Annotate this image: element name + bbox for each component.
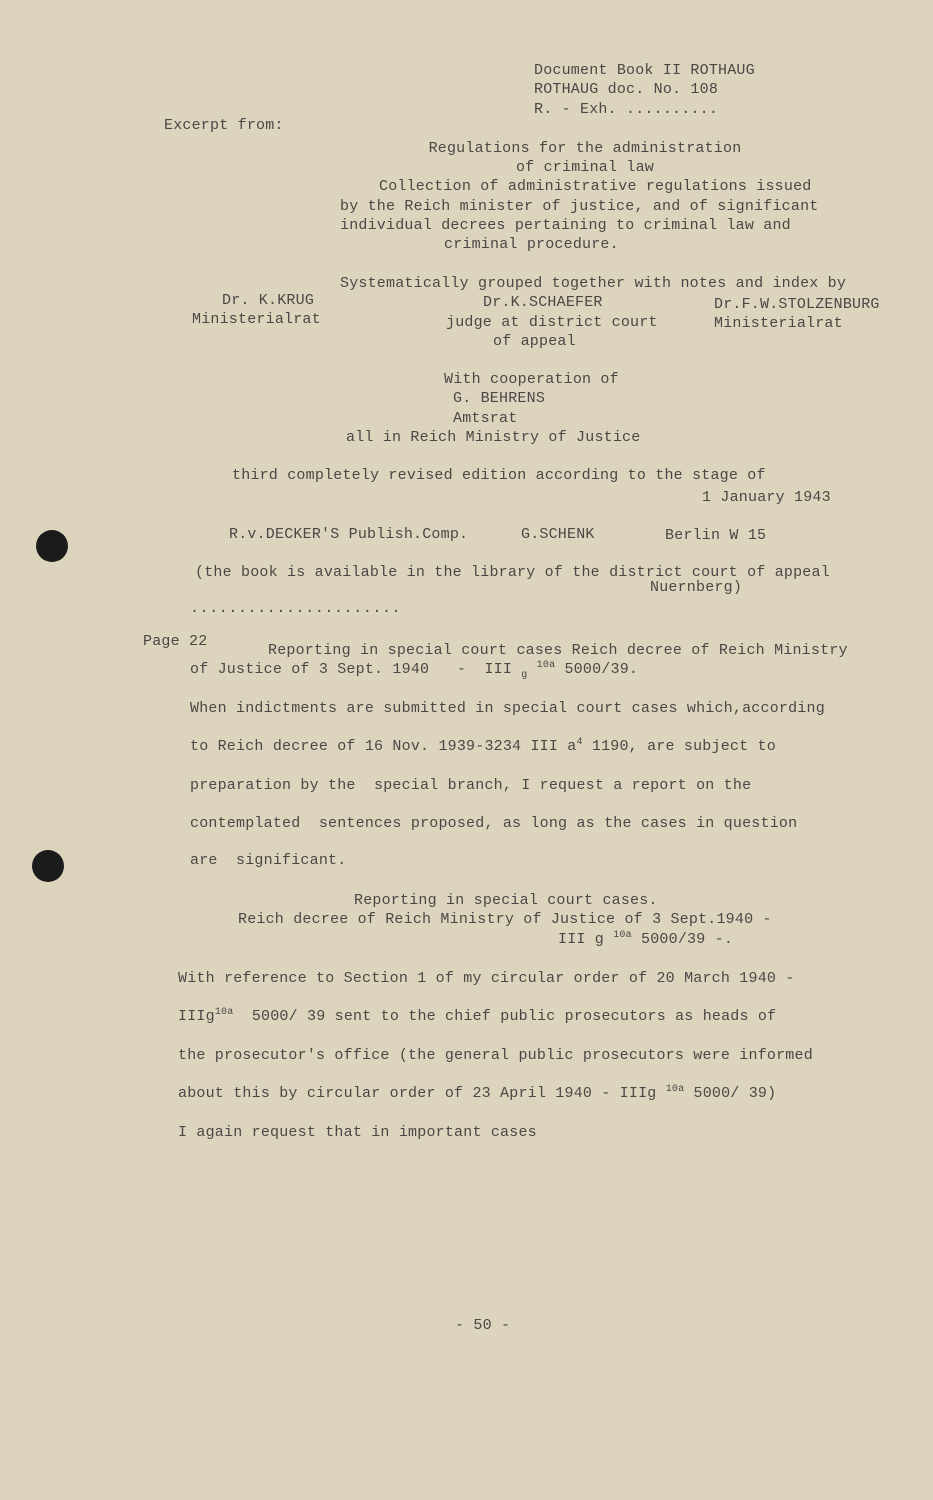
page-number: - 50 - [455,1317,511,1334]
cooperation-line: With cooperation of [444,371,619,388]
cooperation-name: G. BEHRENS [453,390,546,407]
section-heading: III g $^{10a}$ 5000/39 -. [558,930,734,948]
title-line: Regulations for the administration [428,140,742,157]
doc-book-line: Document Book II ROTHAUG [534,62,755,79]
title-line: individual decrees pertaining to criminal law and [340,217,791,234]
publisher-name: R.v.DECKER'S Publish.Comp. [229,526,469,543]
doc-number-line: ROTHAUG doc. No. 108 [534,81,719,98]
author-schaefer-title: of appeal [493,333,576,350]
page22-line: Reporting in special court cases Reich decree of Reich Ministry [268,642,848,659]
body-line: I again request that in important cases [178,1124,537,1141]
punch-hole [36,530,68,562]
edition-date: 1 January 1943 [702,489,831,506]
author-krug-title: Ministerialrat [192,311,321,328]
title-line: by the Reich minister of justice, and of significant [340,198,819,215]
section-heading: Reich decree of Reich Ministry of Justice of 3 Sept.1940 - [238,911,772,928]
availability-city: Nuernberg) [650,579,743,596]
cooperation-ministry: all in Reich Ministry of Justice [346,429,641,446]
author-stolzenburg-title: Ministerialrat [714,315,843,332]
section-heading: Reporting in special court cases. [354,892,658,909]
body-line: are significant. [190,852,347,869]
author-krug-name: Dr. K.KRUG [222,292,315,309]
author-schaefer-title: judge at district court [446,314,658,331]
publisher-schenk: G.SCHENK [521,526,595,543]
body-line: With reference to Section 1 of my circular order of 20 March 1940 - [178,970,795,987]
author-schaefer-name: Dr.K.SCHAEFER [483,294,603,311]
publisher-city: Berlin W 15 [665,527,767,544]
body-line: to Reich decree of 16 Nov. 1939-3234 III $a^4$ 1190, are subject to [190,737,776,755]
availability-line: (the book is available in the library of the district court of appeal [195,564,830,581]
page-reference: Page 22 [143,633,208,650]
body-line: contemplated sentences proposed, as long as the cases in question [190,815,798,832]
body-line: IIIg$^{10a}$ 5000/ 39 sent to the chief public prosecutors as heads of [178,1007,777,1025]
body-line: the prosecutor's office (the general public prosecutors were informed [178,1047,813,1064]
body-line: about this by circular order of 23 April 1940 - IIIg $^{10a}$ 5000/ 39) [178,1084,777,1102]
page22-line: of Justice of 3 Sept. 1940 - III $_g$ $^{10a}$ 5000/39. [190,660,639,681]
body-line: When indictments are submitted in special court cases which,according [190,700,825,717]
cooperation-title: Amtsrat [453,410,518,427]
separator-dots: ...................... [190,600,402,617]
title-line: criminal procedure. [444,236,619,253]
edition-line: third completely revised edition according to the stage of [232,467,766,484]
exhibit-line: R. - Exh. .......... [534,101,719,118]
title-line: of criminal law [515,159,655,176]
punch-hole [32,850,64,882]
body-line: preparation by the special branch, I request a report on the [190,777,752,794]
excerpt-label: Excerpt from: [164,117,284,134]
grouped-line: Systematically grouped together with notes and index by [340,275,847,292]
title-line: Collection of administrative regulations issued [379,178,812,195]
author-stolzenburg-name: Dr.F.W.STOLZENBURG [714,296,880,313]
